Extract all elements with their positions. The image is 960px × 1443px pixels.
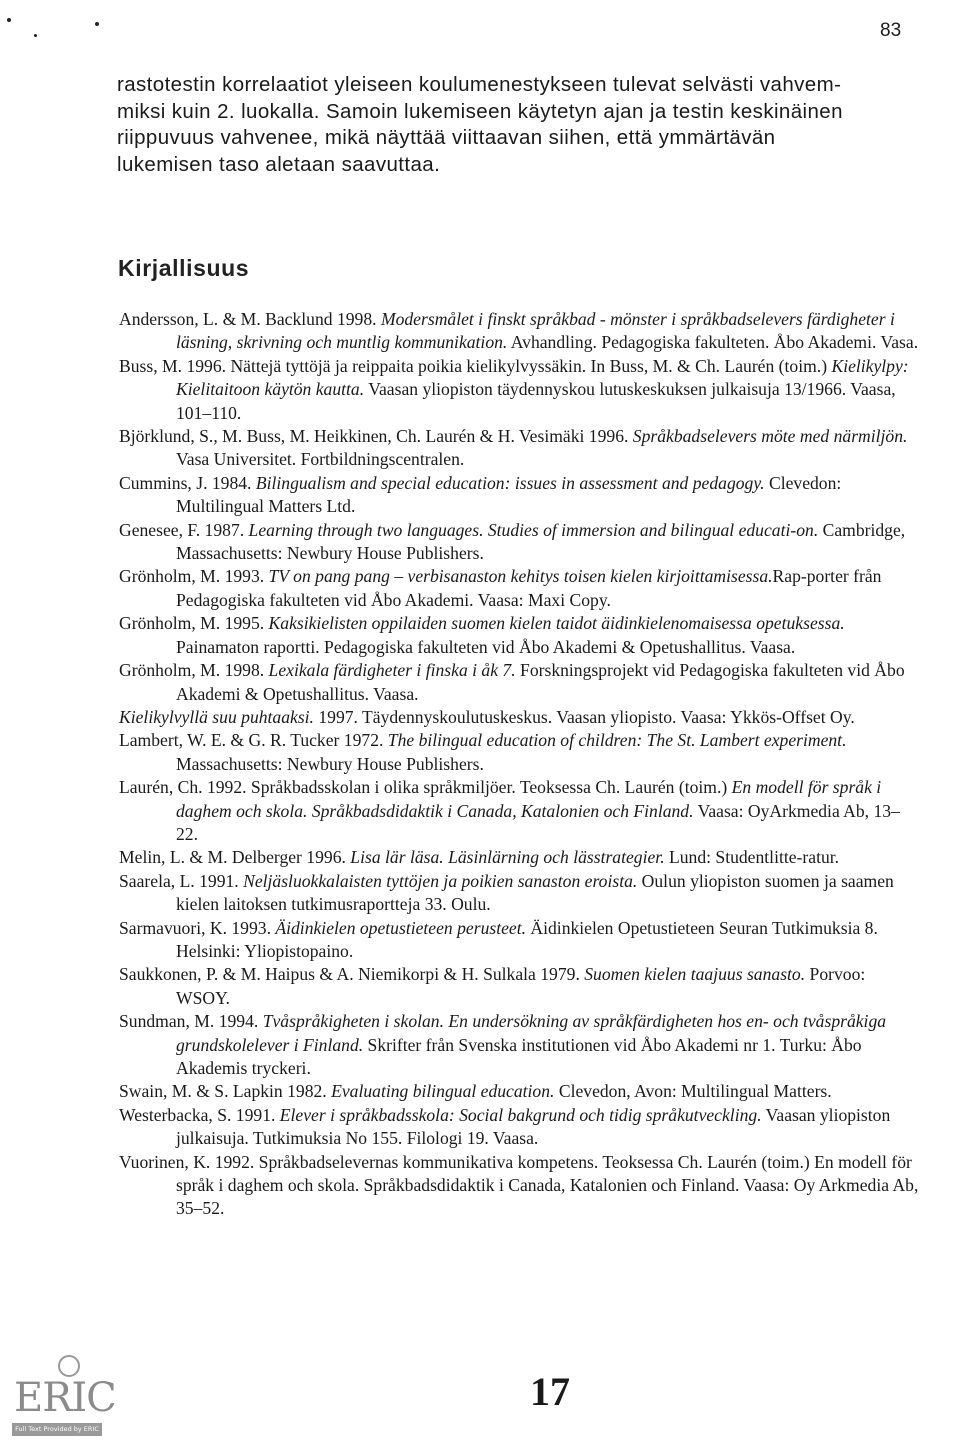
reference-text: Sundman, M. 1994. <box>119 1011 263 1032</box>
intro-line: miksi kuin 2. luokalla. Samoin lukemiseen käytetyn ajan ja testin keskinäinen <box>117 99 843 123</box>
reference-title: Modersmålet i finskt språkbad - mönster i språkbadselevers färdigheter i läsning, skrivning och muntlig kommunikation. <box>176 309 895 353</box>
reference-text: Grönholm, M. 1993. <box>119 566 269 587</box>
reference-title: The bilingual education of children: The St. Lambert experiment. <box>387 730 847 751</box>
eric-logo <box>10 1355 116 1439</box>
reference-title: Kielikylvyllä suu puhtaaksi. <box>119 706 314 727</box>
reference-text: Westerbacka, S. 1991. <box>119 1104 280 1125</box>
reference-title: Neljäsluokkalaisten tyttöjen ja poikien sanaston eroista. <box>243 870 638 891</box>
reference-title: Lisa lär läsa. Läsinlärning och lässtrategier. <box>350 847 665 868</box>
intro-paragraph <box>117 72 917 178</box>
reference-text: Cummins, J. 1984. <box>119 472 256 493</box>
reference-text: Swain, M. & S. Lapkin 1982. <box>119 1081 332 1102</box>
reference-publisher: Cambridge, Massachusetts: Newbury House Publishers. <box>176 519 906 564</box>
reference-title: Elever i språkbadsskola: Social bakgrund och tidig språkutveckling. <box>279 1104 762 1125</box>
reference-text: Genesee, F. 1987. <box>119 519 249 540</box>
reference-title: TV on pang pang – verbisanaston kehitys toisen kielen kirjoittamisessa. <box>268 566 773 587</box>
reference-item <box>119 472 919 519</box>
reference-item <box>119 729 919 776</box>
reference-publisher: Forskningsprojekt vid Pedagogiska fakulteten vid Åbo Akademi & Opetushallitus. Vaasa. <box>176 660 905 704</box>
reference-item <box>119 776 919 846</box>
reference-text: Saukkonen, P. & M. Haipus & A. Niemikorpi & H. Sulkala 1979. <box>119 964 585 985</box>
reference-text: Vuorinen, K. 1992. Språkbadselevernas kommunikativa kompetens. Teoksessa Ch. Laurén (toim.) En modell för språk i daghem och skola. Språkbadsdidaktik i Canada, Katalonien och Finland. Vaasa: Oy Arkmedia Ab, 35–52. <box>119 1151 919 1219</box>
reference-item <box>119 846 919 869</box>
reference-publisher: Skrifter från Svenska institutionen vid Åbo Akademi nr 1. Turku: Åbo Akademis tryckeri. <box>176 1034 862 1078</box>
reference-text: Andersson, L. & M. Backlund 1998. <box>119 309 381 329</box>
reference-item <box>119 659 919 706</box>
reference-publisher: Massachusetts: Newbury House Publishers. <box>176 753 484 774</box>
reference-title: Bilingualism and special education: issues in assessment and pedagogy. <box>255 472 765 493</box>
reference-text: Melin, L. & M. Delberger 1996. <box>119 847 351 868</box>
reference-item <box>119 1104 919 1151</box>
reference-publisher: Vaasan yliopiston julkaisuja. Tutkimuksia No 155. Filologi 19. Vaasa. <box>176 1104 891 1149</box>
reference-title: Kaksikielisten oppilaiden suomen kielen taidot äidinkielenomaisessa opetuksessa. <box>268 613 845 634</box>
reference-publisher: Vasa Universitet. Fortbildningscentralen. <box>176 449 465 470</box>
reference-text: Grönholm, M. 1998. <box>119 660 269 681</box>
reference-publisher: Clevedon: Multilingual Matters Ltd. <box>176 472 842 517</box>
reference-item <box>119 425 919 472</box>
reference-item <box>119 355 919 425</box>
intro-line: lukemisen taso aletaan saavuttaa. <box>117 152 441 176</box>
reference-item <box>119 565 919 612</box>
reference-publisher: Rap-porter från Pedagogiska fakulteten vid Åbo Akademi. Vaasa: Maxi Copy. <box>176 566 882 610</box>
reference-publisher: Avhandling. Pedagogiska fakulteten. Åbo Akademi. Vasa. <box>507 332 919 353</box>
reference-title: Suomen kielen taajuus sanasto. <box>584 964 806 985</box>
reference-text: Lambert, W. E. & G. R. Tucker 1972. <box>119 730 388 751</box>
reference-title: Äidinkielen opetustieteen perusteet. <box>275 917 527 938</box>
reference-item <box>119 1010 919 1080</box>
reference-item <box>119 1080 919 1103</box>
reference-item <box>119 917 919 964</box>
reference-publisher: Clevedon, Avon: Multilingual Matters. <box>554 1081 832 1102</box>
scan-speck <box>95 22 99 26</box>
globe-icon <box>58 1355 80 1377</box>
reference-publisher: Lund: Studentlitte-ratur. <box>664 847 840 868</box>
reference-title: En modell för språk i daghem och skola. Språkbadsdidaktik i Canada, Katalonien och Finland. <box>176 777 882 821</box>
reference-publisher: Vaasa: OyArkmedia Ab, 13– 22. <box>176 800 900 844</box>
reference-text: Laurén, Ch. 1992. Språkbadsskolan i olika språkmiljöer. Teoksessa Ch. Laurén (toim.) <box>119 777 732 798</box>
reference-text: Buss, M. 1996. Nättejä tyttöjä ja reippaita poikia kielikylvyssäkin. In Buss, M. & Ch. Laurén (toim.) <box>119 355 832 376</box>
reference-item <box>119 308 919 355</box>
reference-item <box>119 1151 919 1221</box>
reference-title: Learning through two languages. Studies of immersion and bilingual educati-on. <box>248 519 819 540</box>
intro-line: riippuvuus vahvenee, mikä näyttää viittaavan siihen, että ymmärtävän <box>117 126 776 149</box>
reference-item <box>119 963 919 1010</box>
reference-publisher: Äidinkielen Opetustieteen Seuran Tutkimuksia 8. Helsinki: Yliopistopaino. <box>176 917 878 961</box>
page-mark: 17 <box>530 1369 570 1414</box>
reference-title: Evaluating bilingual education. <box>331 1081 555 1102</box>
reference-item <box>119 612 919 659</box>
reference-text: Sarmavuori, K. 1993. <box>119 917 276 938</box>
reference-text: Grönholm, M. 1995. <box>119 613 269 634</box>
reference-title: Lexikala färdigheter i finska i åk 7. <box>268 660 516 681</box>
page-number: 83 <box>880 20 902 41</box>
reference-publisher: Vaasan yliopiston täydennyskou lutuskeskuksen julkaisuja 13/1966. Vaasa, 101–110. <box>176 379 896 423</box>
reference-item <box>119 870 919 917</box>
reference-item <box>119 706 919 729</box>
scan-speck <box>34 34 37 37</box>
reference-text: Saarela, L. 1991. <box>119 870 244 891</box>
scan-speck <box>7 18 11 22</box>
reference-publisher: Painamaton raportti. Pedagogiska fakulteten vid Åbo Akademi & Opetushallitus. Vaasa. <box>176 636 796 657</box>
logo-text: ERIC <box>14 1375 116 1421</box>
section-heading: Kirjallisuus <box>118 255 250 281</box>
reference-list <box>119 308 919 1221</box>
reference-publisher: Porvoo: WSOY. <box>176 964 866 1008</box>
intro-line: rastotestin korrelaatiot yleiseen koulumenestykseen tulevat selvästi vahvem- <box>117 73 842 96</box>
reference-title: Kielikylpy: Kielitaitoon käytön kautta. <box>176 355 909 400</box>
reference-title: Språkbadselevers möte med närmiljön. <box>632 426 908 447</box>
reference-publisher: Oulun yliopiston suomen ja saamen kielen laitoksen tutkimusraportteja 33. Oulu. <box>176 870 894 915</box>
reference-text: Björklund, S., M. Buss, M. Heikkinen, Ch. Laurén & H. Vesimäki 1996. <box>119 426 633 447</box>
reference-publisher: 1997. Täydennyskoulutuskeskus. Vaasan yliopisto. Vaasa: Ykkös-Offset Oy. <box>313 706 855 727</box>
reference-title: Tvåspråkigheten i skolan. En undersökning av språkfärdigheten hos en- och tvåspråkiga grundskolelever i Finland. <box>176 1011 887 1055</box>
reference-item <box>119 519 919 566</box>
logo-tagline: Full Text Provided by ERIC <box>12 1423 102 1436</box>
